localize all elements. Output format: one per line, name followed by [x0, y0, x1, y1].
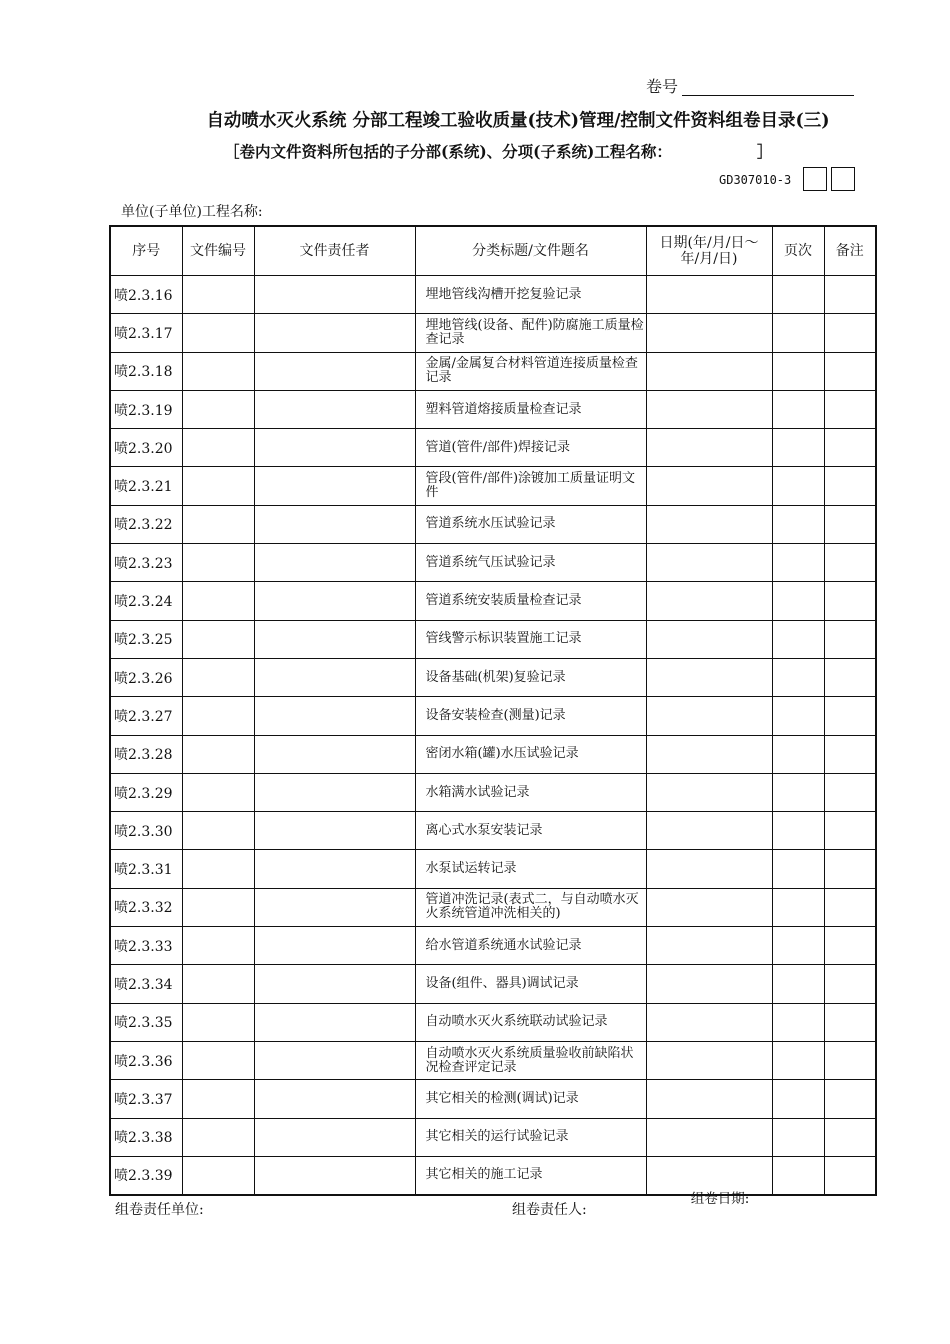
column-header-remark: 备注 — [824, 226, 876, 276]
cell-date[interactable] — [646, 544, 772, 582]
cell-page[interactable] — [772, 1080, 824, 1118]
cell-page[interactable] — [772, 582, 824, 620]
cell-remark[interactable] — [824, 658, 876, 696]
cell-responsible[interactable] — [254, 773, 415, 811]
cell-page[interactable] — [772, 773, 824, 811]
cell-remark[interactable] — [824, 1041, 876, 1079]
cell-title: 管道系统安装质量检查记录 — [415, 582, 646, 620]
cell-title: 塑料管道熔接质量检查记录 — [415, 390, 646, 428]
cell-title: 密闭水箱(罐)水压试验记录 — [415, 735, 646, 773]
cell-date[interactable] — [646, 773, 772, 811]
table-row — [110, 1118, 876, 1156]
cell-page[interactable] — [772, 927, 824, 965]
cell-date[interactable] — [646, 467, 772, 505]
cell-title: 离心式水泵安装记录 — [415, 812, 646, 850]
volume-number-label: 卷号 — [646, 77, 679, 96]
cell-page[interactable] — [772, 888, 824, 926]
footer-date-label: 组卷日期: — [690, 1191, 750, 1207]
cell-remark[interactable] — [824, 850, 876, 888]
cell-title: 设备(组件、器具)调试记录 — [415, 965, 646, 1003]
cell-responsible[interactable] — [254, 544, 415, 582]
cell-seq: 喷2.3.19 — [110, 390, 182, 428]
cell-file-no[interactable] — [182, 582, 254, 620]
cell-date[interactable] — [646, 697, 772, 735]
cell-seq: 喷2.3.31 — [110, 850, 182, 888]
cell-date[interactable] — [646, 1041, 772, 1079]
table-header-row — [110, 226, 876, 276]
column-header-date: 日期(年/月/日～年/月/日) — [646, 226, 772, 276]
cell-file-no[interactable] — [182, 505, 254, 543]
cell-file-no[interactable] — [182, 658, 254, 696]
table-row — [110, 850, 876, 888]
cell-file-no[interactable] — [182, 697, 254, 735]
column-header-file-no: 文件编号 — [182, 226, 254, 276]
cell-seq: 喷2.3.24 — [110, 582, 182, 620]
cell-remark[interactable] — [824, 927, 876, 965]
cell-remark[interactable] — [824, 888, 876, 926]
cell-responsible[interactable] — [254, 505, 415, 543]
cell-responsible[interactable] — [254, 467, 415, 505]
cell-title: 管段(管件/部件)涂镀加工质量证明文件 — [415, 467, 646, 505]
cell-page[interactable] — [772, 467, 824, 505]
table-row — [110, 965, 876, 1003]
cell-responsible[interactable] — [254, 1080, 415, 1118]
cell-page[interactable] — [772, 544, 824, 582]
cell-date[interactable] — [646, 352, 772, 390]
cell-seq: 喷2.3.27 — [110, 697, 182, 735]
table-row — [110, 544, 876, 582]
catalog-table — [109, 225, 877, 1196]
cell-date[interactable] — [646, 812, 772, 850]
cell-file-no[interactable] — [182, 620, 254, 658]
code-box-1[interactable] — [803, 167, 827, 191]
cell-date[interactable] — [646, 505, 772, 543]
cell-remark[interactable] — [824, 1156, 876, 1195]
table-row — [110, 429, 876, 467]
cell-seq: 喷2.3.35 — [110, 1003, 182, 1041]
table-row — [110, 1041, 876, 1079]
cell-responsible[interactable] — [254, 658, 415, 696]
table-row — [110, 467, 876, 505]
cell-remark[interactable] — [824, 505, 876, 543]
cell-remark[interactable] — [824, 352, 876, 390]
cell-file-no[interactable] — [182, 352, 254, 390]
cell-date[interactable] — [646, 658, 772, 696]
column-header-responsible: 文件责任者 — [254, 226, 415, 276]
cell-seq: 喷2.3.32 — [110, 888, 182, 926]
cell-page[interactable] — [772, 620, 824, 658]
cell-title: 管道(管件/部件)焊接记录 — [415, 429, 646, 467]
cell-remark[interactable] — [824, 697, 876, 735]
cell-page[interactable] — [772, 735, 824, 773]
form-code: GD307010-3 — [719, 173, 792, 187]
cell-date[interactable] — [646, 965, 772, 1003]
page-title: 自动喷水灭火系统 分部工程竣工验收质量(技术)管理/控制文件资料组卷目录(三) — [206, 111, 830, 131]
cell-file-no[interactable] — [182, 773, 254, 811]
code-box-2[interactable] — [831, 167, 855, 191]
cell-seq: 喷2.3.30 — [110, 812, 182, 850]
cell-title: 管线警示标识装置施工记录 — [415, 620, 646, 658]
cell-file-no[interactable] — [182, 1041, 254, 1079]
cell-page[interactable] — [772, 697, 824, 735]
cell-date[interactable] — [646, 276, 772, 314]
table-row — [110, 658, 876, 696]
cell-remark[interactable] — [824, 314, 876, 352]
table-row — [110, 1003, 876, 1041]
cell-seq: 喷2.3.18 — [110, 352, 182, 390]
table-row — [110, 314, 876, 352]
cell-title: 水箱满水试验记录 — [415, 773, 646, 811]
cell-file-no[interactable] — [182, 1080, 254, 1118]
volume-number-field[interactable] — [682, 95, 854, 96]
cell-date[interactable] — [646, 1003, 772, 1041]
cell-title: 其它相关的运行试验记录 — [415, 1118, 646, 1156]
cell-responsible[interactable] — [254, 1118, 415, 1156]
cell-page[interactable] — [772, 390, 824, 428]
table-row — [110, 352, 876, 390]
subtitle: ［卷内文件资料所包括的子分部(系统)、分项(子系统)工程名称： — [224, 142, 672, 161]
cell-title: 设备安装检查(测量)记录 — [415, 697, 646, 735]
table-row — [110, 1080, 876, 1118]
cell-title: 埋地管线(设备、配件)防腐施工质量检查记录 — [415, 314, 646, 352]
column-header-seq: 序号 — [110, 226, 182, 276]
cell-remark[interactable] — [824, 812, 876, 850]
cell-date[interactable] — [646, 620, 772, 658]
unit-name-label: 单位(子单位)工程名称: — [121, 204, 263, 220]
cell-responsible[interactable] — [254, 888, 415, 926]
table-row — [110, 582, 876, 620]
cell-seq: 喷2.3.36 — [110, 1041, 182, 1079]
cell-seq: 喷2.3.28 — [110, 735, 182, 773]
cell-file-no[interactable] — [182, 467, 254, 505]
cell-seq: 喷2.3.38 — [110, 1118, 182, 1156]
cell-date[interactable] — [646, 850, 772, 888]
cell-remark[interactable] — [824, 276, 876, 314]
table-row — [110, 735, 876, 773]
cell-file-no[interactable] — [182, 1156, 254, 1195]
cell-seq: 喷2.3.21 — [110, 467, 182, 505]
cell-date[interactable] — [646, 390, 772, 428]
cell-page[interactable] — [772, 658, 824, 696]
cell-responsible[interactable] — [254, 314, 415, 352]
cell-title: 管道系统气压试验记录 — [415, 544, 646, 582]
cell-remark[interactable] — [824, 1118, 876, 1156]
cell-title: 水泵试运转记录 — [415, 850, 646, 888]
table-row — [110, 888, 876, 926]
cell-page[interactable] — [772, 1003, 824, 1041]
cell-remark[interactable] — [824, 1003, 876, 1041]
cell-responsible[interactable] — [254, 1003, 415, 1041]
cell-responsible[interactable] — [254, 1041, 415, 1079]
table-row — [110, 390, 876, 428]
cell-date[interactable] — [646, 927, 772, 965]
cell-page[interactable] — [772, 276, 824, 314]
table-row — [110, 276, 876, 314]
cell-title: 金属/金属复合材料管道连接质量检查记录 — [415, 352, 646, 390]
cell-remark[interactable] — [824, 429, 876, 467]
cell-file-no[interactable] — [182, 735, 254, 773]
cell-page[interactable] — [772, 429, 824, 467]
cell-responsible[interactable] — [254, 927, 415, 965]
cell-seq: 喷2.3.25 — [110, 620, 182, 658]
cell-seq: 喷2.3.39 — [110, 1156, 182, 1195]
cell-page[interactable] — [772, 965, 824, 1003]
table-row — [110, 697, 876, 735]
cell-responsible[interactable] — [254, 582, 415, 620]
table-row — [110, 773, 876, 811]
cell-responsible[interactable] — [254, 620, 415, 658]
cell-responsible[interactable] — [254, 697, 415, 735]
cell-page[interactable] — [772, 850, 824, 888]
cell-remark[interactable] — [824, 620, 876, 658]
cell-responsible[interactable] — [254, 429, 415, 467]
table-row — [110, 812, 876, 850]
cell-date[interactable] — [646, 1156, 772, 1195]
cell-seq: 喷2.3.16 — [110, 276, 182, 314]
cell-title: 自动喷水灭火系统联动试验记录 — [415, 1003, 646, 1041]
cell-page[interactable] — [772, 812, 824, 850]
cell-remark[interactable] — [824, 965, 876, 1003]
cell-file-no[interactable] — [182, 314, 254, 352]
cell-seq: 喷2.3.23 — [110, 544, 182, 582]
cell-remark[interactable] — [824, 467, 876, 505]
cell-seq: 喷2.3.17 — [110, 314, 182, 352]
cell-title: 其它相关的施工记录 — [415, 1156, 646, 1195]
cell-title: 自动喷水灭火系统质量验收前缺陷状况检查评定记录 — [415, 1041, 646, 1079]
column-header-title: 分类标题/文件题名 — [415, 226, 646, 276]
cell-responsible[interactable] — [254, 276, 415, 314]
cell-title: 管道系统水压试验记录 — [415, 505, 646, 543]
cell-responsible[interactable] — [254, 1156, 415, 1195]
cell-file-no[interactable] — [182, 965, 254, 1003]
cell-seq: 喷2.3.20 — [110, 429, 182, 467]
cell-file-no[interactable] — [182, 544, 254, 582]
cell-remark[interactable] — [824, 390, 876, 428]
cell-responsible[interactable] — [254, 850, 415, 888]
footer-person-label: 组卷责任人: — [512, 1202, 587, 1218]
cell-file-no[interactable] — [182, 927, 254, 965]
cell-page[interactable] — [772, 352, 824, 390]
table-row — [110, 505, 876, 543]
cell-responsible[interactable] — [254, 735, 415, 773]
table-row — [110, 927, 876, 965]
cell-page[interactable] — [772, 1118, 824, 1156]
table-body — [110, 276, 876, 1196]
cell-page[interactable] — [772, 505, 824, 543]
cell-file-no[interactable] — [182, 390, 254, 428]
table-row — [110, 1156, 876, 1195]
cell-remark[interactable] — [824, 582, 876, 620]
cell-file-no[interactable] — [182, 812, 254, 850]
cell-remark[interactable] — [824, 544, 876, 582]
cell-remark[interactable] — [824, 735, 876, 773]
cell-seq: 喷2.3.26 — [110, 658, 182, 696]
cell-date[interactable] — [646, 1118, 772, 1156]
cell-page[interactable] — [772, 1041, 824, 1079]
cell-title: 给水管道系统通水试验记录 — [415, 927, 646, 965]
cell-file-no[interactable] — [182, 888, 254, 926]
cell-responsible[interactable] — [254, 390, 415, 428]
cell-seq: 喷2.3.37 — [110, 1080, 182, 1118]
cell-page[interactable] — [772, 314, 824, 352]
cell-remark[interactable] — [824, 1080, 876, 1118]
cell-seq: 喷2.3.29 — [110, 773, 182, 811]
cell-seq: 喷2.3.33 — [110, 927, 182, 965]
column-header-page: 页次 — [772, 226, 824, 276]
cell-date[interactable] — [646, 314, 772, 352]
cell-file-no[interactable] — [182, 850, 254, 888]
cell-file-no[interactable] — [182, 429, 254, 467]
cell-remark[interactable] — [824, 773, 876, 811]
cell-responsible[interactable] — [254, 812, 415, 850]
cell-date[interactable] — [646, 735, 772, 773]
cell-date[interactable] — [646, 1080, 772, 1118]
cell-date[interactable] — [646, 888, 772, 926]
cell-title: 管道冲洗记录(表式二，与自动喷水灭火系统管道冲洗相关的) — [415, 888, 646, 926]
cell-seq: 喷2.3.22 — [110, 505, 182, 543]
cell-responsible[interactable] — [254, 965, 415, 1003]
table-row — [110, 620, 876, 658]
cell-title: 其它相关的检测(调试)记录 — [415, 1080, 646, 1118]
cell-seq: 喷2.3.34 — [110, 965, 182, 1003]
cell-responsible[interactable] — [254, 352, 415, 390]
subtitle-close-bracket: ］ — [757, 142, 773, 161]
footer-unit-label: 组卷责任单位: — [115, 1202, 204, 1218]
cell-file-no[interactable] — [182, 276, 254, 314]
cell-file-no[interactable] — [182, 1003, 254, 1041]
cell-date[interactable] — [646, 582, 772, 620]
cell-file-no[interactable] — [182, 1118, 254, 1156]
cell-title: 设备基础(机架)复验记录 — [415, 658, 646, 696]
cell-page[interactable] — [772, 1156, 824, 1195]
cell-title: 埋地管线沟槽开挖复验记录 — [415, 276, 646, 314]
cell-date[interactable] — [646, 429, 772, 467]
